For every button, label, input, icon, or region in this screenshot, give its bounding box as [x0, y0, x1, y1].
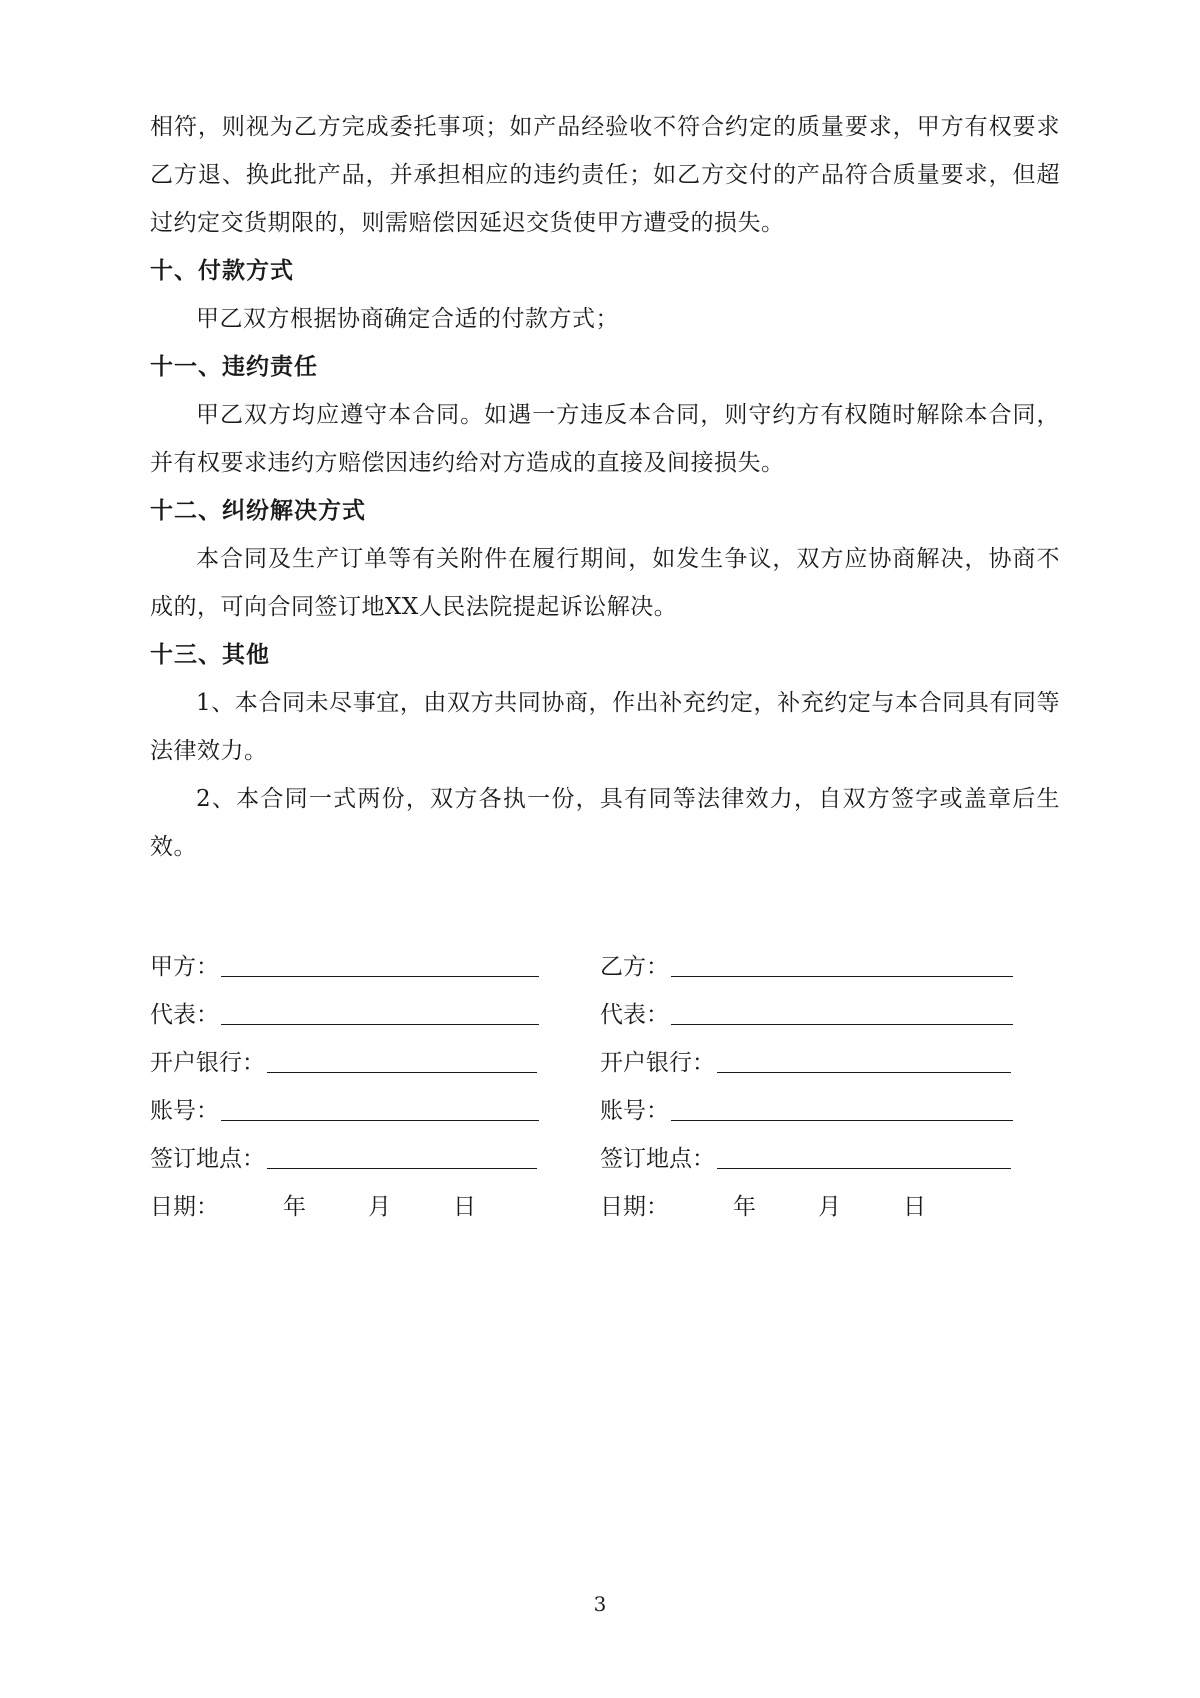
signature-block	[150, 940, 1050, 1228]
page-number: 3	[593, 1592, 607, 1616]
party-b-bank-label: 开户银行：	[600, 1049, 715, 1076]
party-b-date-label: 日期：	[600, 1193, 669, 1220]
party-a-place-label: 签订地点：	[150, 1145, 265, 1172]
signature-row-party	[150, 940, 1050, 988]
party-a-bank-field[interactable]	[150, 1044, 600, 1077]
section-heading-breach: 十一、违约责任	[150, 354, 318, 380]
party-a-date-day: 日	[453, 1193, 476, 1220]
party-a-bank-line[interactable]	[267, 1048, 537, 1073]
party-b-date-year: 年	[733, 1193, 756, 1220]
contract-body	[150, 103, 1060, 871]
party-a-place-line[interactable]	[267, 1144, 537, 1169]
party-b-representative-field[interactable]	[600, 996, 1013, 1029]
party-b-account-field[interactable]	[600, 1092, 1013, 1125]
signature-row-bank	[150, 1036, 1050, 1084]
party-b-field[interactable]	[600, 948, 1013, 981]
party-a-representative-label: 代表：	[150, 1001, 219, 1028]
party-a-bank-label: 开户银行：	[150, 1049, 265, 1076]
party-a-date-field[interactable]	[150, 1188, 600, 1221]
party-b-representative-line[interactable]	[671, 1000, 1013, 1025]
signature-row-date	[150, 1180, 1050, 1228]
party-b-label: 乙方：	[600, 953, 669, 980]
payment-paragraph: 甲乙双方根据协商确定合适的付款方式；	[196, 306, 619, 332]
dispute-paragraph: 本合同及生产订单等有关附件在履行期间，如发生争议，双方应协商解决，协商不成的，可向合同签订地XX人民法院提起诉讼解决。	[150, 546, 1060, 620]
party-b-account-label: 账号：	[600, 1097, 669, 1124]
section-heading-payment: 十、付款方式	[150, 258, 294, 284]
signature-row-place	[150, 1132, 1050, 1180]
other-clause-1: 1、本合同未尽事宜，由双方共同协商，作出补充约定，补充约定与本合同具有同等法律效力。	[150, 690, 1060, 764]
party-b-date-month: 月	[818, 1193, 841, 1220]
other-clause-2: 2、本合同一式两份，双方各执一份，具有同等法律效力，自双方签字或盖章后生效。	[150, 786, 1060, 860]
party-b-account-line[interactable]	[671, 1096, 1013, 1121]
party-a-date-year: 年	[283, 1193, 306, 1220]
party-b-date-field[interactable]	[600, 1188, 926, 1221]
party-a-representative-line[interactable]	[221, 1000, 539, 1025]
party-a-account-field[interactable]	[150, 1092, 600, 1125]
party-a-account-label: 账号：	[150, 1097, 219, 1124]
party-b-bank-field[interactable]	[600, 1044, 1011, 1077]
party-b-date-day: 日	[903, 1193, 926, 1220]
party-b-representative-label: 代表：	[600, 1001, 669, 1028]
section-heading-dispute: 十二、纠纷解决方式	[150, 498, 366, 524]
signature-row-representative	[150, 988, 1050, 1036]
section-heading-other: 十三、其他	[150, 642, 270, 668]
party-b-bank-line[interactable]	[717, 1048, 1011, 1073]
party-a-account-line[interactable]	[221, 1096, 539, 1121]
party-a-label: 甲方：	[150, 953, 219, 980]
party-b-place-field[interactable]	[600, 1140, 1011, 1173]
party-a-representative-field[interactable]	[150, 996, 600, 1029]
party-b-place-label: 签订地点：	[600, 1145, 715, 1172]
party-a-blank-line[interactable]	[221, 952, 539, 977]
party-b-blank-line[interactable]	[671, 952, 1013, 977]
party-a-date-month: 月	[368, 1193, 391, 1220]
signature-row-account	[150, 1084, 1050, 1132]
continued-paragraph: 相符，则视为乙方完成委托事项；如产品经验收不符合约定的质量要求，甲方有权要求乙方退、换此批产品，并承担相应的违约责任；如乙方交付的产品符合质量要求，但超过约定交货期限的，则需赔偿因延迟交货使甲方遭受的损失。	[150, 114, 1060, 236]
party-a-date-label: 日期：	[150, 1193, 219, 1220]
party-a-place-field[interactable]	[150, 1140, 600, 1173]
party-b-place-line[interactable]	[717, 1144, 1011, 1169]
party-a-field[interactable]	[150, 948, 600, 981]
breach-paragraph: 甲乙双方均应遵守本合同。如遇一方违反本合同，则守约方有权随时解除本合同，并有权要求违约方赔偿因违约给对方造成的直接及间接损失。	[150, 402, 1060, 476]
